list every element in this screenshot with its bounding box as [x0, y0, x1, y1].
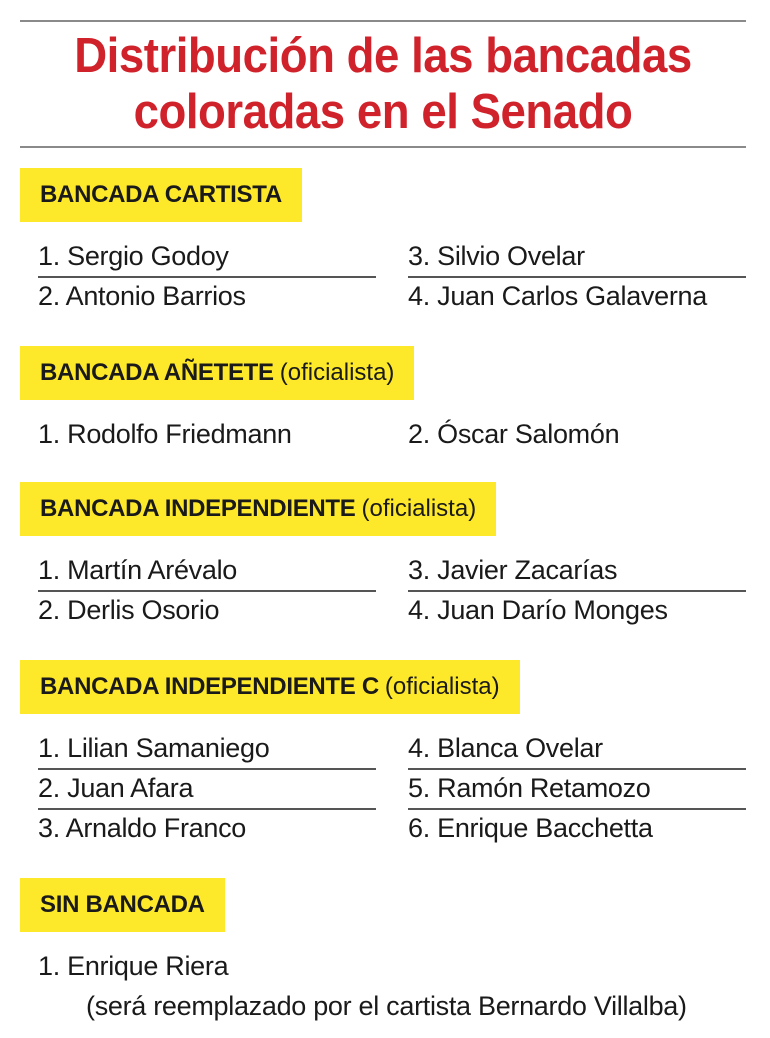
section-bancada-independiente-c: [20, 660, 746, 850]
page-title: [45, 28, 720, 140]
top-rule: [20, 20, 746, 22]
replacement-note: (será reemplazado por el cartista Bernardo Villalba): [86, 991, 687, 1021]
section-qualifier: (oficialista): [384, 673, 500, 700]
section-bancada-independiente: [20, 482, 746, 632]
section-bancada-anetete: [20, 346, 746, 456]
senator-item: 4. Juan Carlos Galaverna: [408, 281, 707, 311]
section-name: SIN BANCADA: [40, 891, 205, 918]
senator-item: 3. Javier Zacarías: [408, 552, 746, 592]
section-name: BANCADA INDEPENDIENTE C: [40, 673, 379, 700]
section-sin-bancada: [20, 878, 746, 1028]
senator-item: 1. Lilian Samaniego: [38, 730, 376, 770]
title-rule: [20, 146, 746, 148]
senator-item: 3. Silvio Ovelar: [408, 238, 746, 278]
senator-item: 1. Rodolfo Friedmann: [38, 419, 292, 449]
section-bancada-cartista: [20, 168, 746, 318]
senator-item: 6. Enrique Bacchetta: [408, 813, 653, 843]
section-tag: [20, 346, 414, 400]
section-qualifier: (oficialista): [361, 495, 477, 522]
section-name: BANCADA AÑETETE: [40, 359, 274, 386]
senator-item: 1. Enrique Riera: [38, 951, 229, 981]
senator-item: 2. Juan Afara: [38, 770, 376, 810]
senator-item: 5. Ramón Retamozo: [408, 770, 746, 810]
section-name: BANCADA CARTISTA: [40, 181, 282, 208]
senator-item: 4. Blanca Ovelar: [408, 730, 746, 770]
section-tag: [20, 878, 225, 932]
senator-item: 2. Derlis Osorio: [38, 595, 220, 625]
senator-item: 1. Martín Arévalo: [38, 552, 376, 592]
senator-item: 1. Sergio Godoy: [38, 238, 376, 278]
section-tag: [20, 482, 496, 536]
section-tag: [20, 660, 520, 714]
senator-item: 4. Juan Darío Monges: [408, 595, 668, 625]
senator-item: 3. Arnaldo Franco: [38, 813, 247, 843]
senator-item: 2. Óscar Salomón: [408, 419, 620, 449]
section-qualifier: (oficialista): [279, 359, 395, 386]
title-line-1: Distribución de las bancadas: [74, 29, 692, 83]
senator-item: 2. Antonio Barrios: [38, 281, 246, 311]
section-name: BANCADA INDEPENDIENTE: [40, 495, 356, 522]
section-tag: [20, 168, 302, 222]
title-line-2: coloradas en el Senado: [133, 85, 633, 139]
